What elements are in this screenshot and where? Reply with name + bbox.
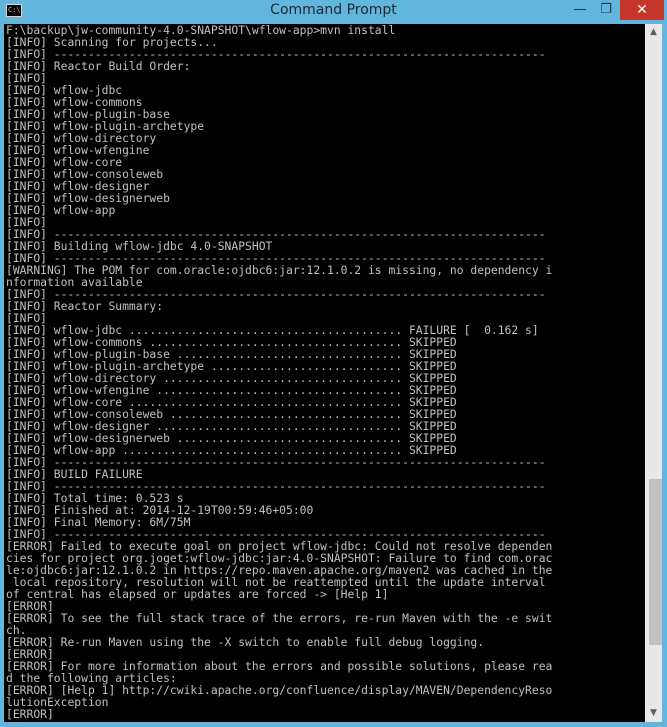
console-line: [INFO] wflow-core xyxy=(6,155,123,169)
console-line: of central has elapsed or updates are forced -> [Help 1] xyxy=(6,587,389,601)
console-line: [INFO] ------------------------------------------------------------------------ xyxy=(6,287,546,301)
console-line: [INFO] BUILD FAILURE xyxy=(6,467,143,481)
console-line: le:ojdbc6:jar:12.1.0.2 in https://repo.maven.apache.org/maven2 was cached in the xyxy=(6,563,553,577)
console-line: [INFO] wflow-core ........................................ SKIPPED xyxy=(6,395,457,409)
console-line: [INFO] wflow-jdbc xyxy=(6,83,123,97)
console-line: [INFO] ------------------------------------------------------------------------ xyxy=(6,47,546,61)
console-line: [INFO] wflow-directory xyxy=(6,131,157,145)
console-line: [INFO] wflow-plugin-archetype xyxy=(6,119,205,133)
minimize-button[interactable] xyxy=(566,0,594,20)
restore-icon: ❐ xyxy=(600,2,612,17)
console-line: [ERROR] xyxy=(6,599,54,613)
console-line: [INFO] wflow-commons xyxy=(6,95,143,109)
console-line: [ERROR] xyxy=(6,647,54,661)
window-title: Command Prompt xyxy=(270,2,397,18)
console-line: [INFO] ------------------------------------------------------------------------ xyxy=(6,227,546,241)
console-line: [INFO] wflow-app xyxy=(6,203,116,217)
console-line: [INFO] wflow-commons ..................................... SKIPPED xyxy=(6,335,457,349)
console-line: [INFO] Building wflow-jdbc 4.0-SNAPSHOT xyxy=(6,239,273,253)
vertical-scrollbar[interactable] xyxy=(645,24,662,722)
console-line: [WARNING] The POM for com.oracle:ojdbc6:jar:12.1.0.2 is missing, no dependency i xyxy=(6,263,553,277)
scroll-down-icon: ▼ xyxy=(650,708,657,718)
console-line: [INFO] ------------------------------------------------------------------------ xyxy=(6,455,546,469)
scroll-up-button[interactable] xyxy=(645,24,662,41)
console-line: local repository, resolution will not be reattempted until the update interval xyxy=(6,575,546,589)
scroll-down-button[interactable] xyxy=(645,705,662,722)
console-line: [ERROR] Re-run Maven using the -X switch to enable full debug logging. xyxy=(6,635,485,649)
scroll-track[interactable] xyxy=(647,41,660,705)
console-line: [INFO] Reactor Summary: xyxy=(6,299,164,313)
console-app-icon[interactable]: C:\. xyxy=(6,4,22,17)
console-line: [INFO] wflow-consoleweb .................................. SKIPPED xyxy=(6,407,457,421)
console-line: [INFO] wflow-designerweb xyxy=(6,191,170,205)
close-button[interactable] xyxy=(620,0,664,20)
console-line: [INFO] wflow-wfengine .................................... SKIPPED xyxy=(6,383,457,397)
console-line: [INFO] Reactor Build Order: xyxy=(6,59,191,73)
console-line: [INFO] wflow-wfengine xyxy=(6,143,150,157)
restore-button[interactable] xyxy=(592,0,620,20)
console-line: [INFO] Total time: 0.523 s xyxy=(6,491,184,505)
console-line: nformation available xyxy=(6,275,143,289)
console-line: [INFO] wflow-plugin-base xyxy=(6,107,170,121)
scroll-up-icon: ▲ xyxy=(650,27,657,37)
console-line: [ERROR] [Help 1] http://cwiki.apache.org/confluence/display/MAVEN/DependencyReso xyxy=(6,683,553,697)
console-line: [INFO] ------------------------------------------------------------------------ xyxy=(6,527,546,541)
console-line: [INFO] wflow-designer xyxy=(6,179,150,193)
console-line: [INFO] wflow-jdbc ........................................ FAILURE [ 0.162 s] xyxy=(6,323,539,337)
console-line: [INFO] wflow-plugin-base ................................. SKIPPED xyxy=(6,347,457,361)
title-bar[interactable] xyxy=(0,0,667,22)
console-line: lutionException xyxy=(6,695,109,709)
console-line: [INFO] Final Memory: 6M/75M xyxy=(6,515,191,529)
console-line: ch. xyxy=(6,623,27,637)
console-line: [INFO] Finished at: 2014-12-19T00:59:46+05:00 xyxy=(6,503,314,517)
console-line: F:\backup\jw-community-4.0-SNAPSHOT\wflow-app>mvn install xyxy=(6,24,396,37)
close-icon: ✕ xyxy=(636,2,648,18)
minimize-icon: — xyxy=(573,2,587,17)
console-line: [INFO] ------------------------------------------------------------------------ xyxy=(6,479,546,493)
console-line: cies for project org.joget:wflow-jdbc:jar:4.0-SNAPSHOT: Failure to find com.orac xyxy=(6,551,553,565)
console-line: [ERROR] For more information about the errors and possible solutions, please rea xyxy=(6,659,553,673)
console-line: [INFO] ------------------------------------------------------------------------ xyxy=(6,251,546,265)
console-line: [INFO] wflow-directory ................................... SKIPPED xyxy=(6,371,457,385)
console-line: [ERROR] Failed to execute goal on project wflow-jdbc: Could not resolve dependen xyxy=(6,539,553,553)
console-line: [ERROR] To see the full stack trace of the errors, re-run Maven with the -e swit xyxy=(6,611,553,625)
console-output[interactable] xyxy=(4,24,645,722)
console-line: [INFO] xyxy=(6,311,47,325)
console-text xyxy=(4,24,645,720)
console-line: [INFO] Scanning for projects... xyxy=(6,35,218,49)
console-line: d the following articles: xyxy=(6,671,177,685)
console-line: [INFO] wflow-app ......................................... SKIPPED xyxy=(6,443,457,457)
scroll-thumb[interactable] xyxy=(649,479,662,645)
console-line: [INFO] wflow-consoleweb xyxy=(6,167,164,181)
console-line: [INFO] wflow-plugin-archetype ............................ SKIPPED xyxy=(6,359,457,373)
console-line: [INFO] wflow-designer .................................... SKIPPED xyxy=(6,419,457,433)
console-line: [INFO] wflow-designerweb ................................. SKIPPED xyxy=(6,431,457,445)
console-line: [INFO] xyxy=(6,215,47,229)
console-line: [ERROR] xyxy=(6,707,54,721)
console-line: [INFO] xyxy=(6,71,47,85)
